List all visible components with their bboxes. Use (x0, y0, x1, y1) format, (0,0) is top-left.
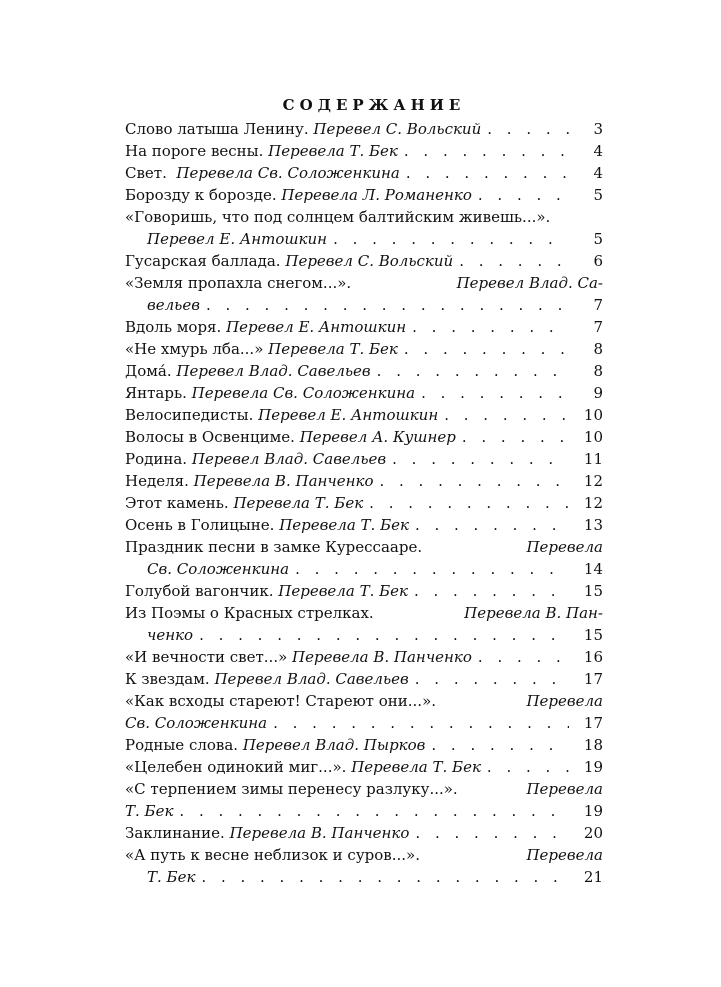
dot-leader (363, 492, 569, 514)
entry-title: «Целебен одинокий миг...». (125, 758, 347, 776)
dot-leader (481, 756, 569, 778)
toc-entry (125, 492, 603, 514)
entry-translator: Перевел А. Кушнер (299, 428, 456, 446)
entry-title: Дома́. (125, 362, 172, 380)
entry-title: Неделя. (125, 472, 189, 490)
dot-leader (398, 140, 569, 162)
dot-leader (409, 514, 569, 536)
entry-title: Янтарь. (125, 384, 187, 402)
entry-translator: Перевел Влад. Са- (456, 274, 603, 292)
page-number: 15 (583, 582, 603, 600)
entry-title: К звездам. (125, 670, 210, 688)
dot-leader (195, 866, 569, 888)
page-number: 6 (593, 252, 603, 270)
toc-entry (125, 668, 603, 690)
entry-translator: Перевел Влад. Савельев (214, 670, 409, 688)
toc-entry (125, 646, 603, 668)
toc-entry (125, 184, 603, 206)
page-number: 5 (593, 186, 603, 204)
entry-title: Велосипедисты. (125, 406, 254, 424)
toc-entry (125, 822, 603, 844)
entry-translator: Перевел Е. Антошкин (226, 318, 407, 336)
entry-title: Родные слова. (125, 736, 239, 754)
dot-leader (400, 162, 569, 184)
toc-entry (125, 206, 603, 228)
entry-translator-cont: Т. Бек (125, 802, 174, 820)
entry-title: Гусарская баллада. (125, 252, 281, 270)
entry-translator: Перевела (526, 780, 603, 798)
toc-entry (125, 448, 603, 470)
dot-leader (267, 712, 569, 734)
dot-leader (481, 118, 569, 140)
toc-entry-continuation (125, 712, 603, 734)
entry-translator: Перевела В. Панченко (193, 472, 374, 490)
dot-leader (200, 294, 569, 316)
dot-leader (438, 404, 569, 426)
entry-title: «А путь к весне неблизок и суров...». (125, 846, 420, 864)
dot-leader (173, 800, 569, 822)
entry-translator: Перевела Т. Бек (268, 340, 398, 358)
dot-leader (408, 580, 569, 602)
entry-translator: Перевела Св. Соложенкина (176, 164, 400, 182)
entry-title: Волосы в Освенциме. (125, 428, 295, 446)
toc-entry (125, 250, 603, 272)
entry-title: Праздник песни в замке Курессааре. (125, 538, 423, 556)
toc-entry (125, 118, 603, 140)
entry-translator: Перевела (526, 846, 603, 864)
toc-entry (125, 756, 603, 778)
page-number: 8 (593, 340, 603, 358)
toc-entry (125, 426, 603, 448)
page-number: 10 (583, 406, 603, 424)
entry-title: «Как всходы стареют! Стареют они...». (125, 692, 437, 710)
entry-translator-cont: ченко (147, 626, 194, 644)
entry-translator: Перевел Влад. Пырков (242, 736, 426, 754)
entry-translator: Перевела В. Панченко (229, 824, 410, 842)
page-number: 14 (583, 560, 603, 578)
page-title: СОДЕРЖАНИЕ (282, 96, 466, 114)
page-number: 21 (583, 868, 603, 886)
entry-translator: Перевел Влад. Савельев (191, 450, 387, 468)
dot-leader (409, 668, 569, 690)
entry-title: Родина. (125, 450, 188, 468)
entry-translator: Перевел Влад. Савельев (176, 362, 371, 380)
entry-title: Борозду к борозде. (125, 186, 277, 204)
entry-title: Осень в Голицыне. (125, 516, 275, 534)
dot-leader (425, 734, 569, 756)
toc-entry (125, 536, 603, 558)
dot-leader (409, 822, 569, 844)
toc-entry (125, 778, 603, 800)
entry-translator-cont: Т. Бек (147, 868, 196, 886)
entry-translator: Перевела Т. Бек (279, 516, 409, 534)
dot-leader (193, 624, 569, 646)
dot-leader (398, 338, 569, 360)
page-number: 4 (593, 164, 603, 182)
toc-entry (125, 360, 603, 382)
toc-entry-continuation (125, 228, 603, 250)
toc-entry (125, 734, 603, 756)
toc-entry (125, 514, 603, 536)
entry-title: Из Поэмы о Красных стрелках. (125, 604, 374, 622)
page-number: 7 (593, 318, 603, 336)
page-number: 17 (583, 714, 603, 732)
dot-leader (327, 228, 569, 250)
entry-title: «Не хмурь лба...» (125, 340, 264, 358)
dot-leader (289, 558, 569, 580)
entry-title: Вдоль моря. (125, 318, 222, 336)
entry-translator: Перевел С. Вольский (285, 252, 454, 270)
page-number: 12 (583, 472, 603, 490)
entry-translator: Перевела В. Пан- (464, 604, 603, 622)
page-number: 16 (583, 648, 603, 666)
entry-translator: Перевела (526, 538, 603, 556)
toc-entry-continuation (125, 624, 603, 646)
toc-entry-continuation (125, 866, 603, 888)
entry-translator: Перевела Св. Соложенкина (191, 384, 416, 402)
entry-translator: Перевела Л. Романенко (281, 186, 472, 204)
entry-translator: Перевела В. Панченко (292, 648, 472, 666)
toc-entry-continuation (125, 294, 603, 316)
entry-translator: Перевела Т. Бек (351, 758, 481, 776)
entry-title: Этот камень. (125, 494, 229, 512)
page-number: 20 (583, 824, 603, 842)
page-number: 19 (583, 758, 603, 776)
entry-title: Свет. (125, 164, 167, 182)
page-number: 8 (593, 362, 603, 380)
page-number: 4 (593, 142, 603, 160)
dot-leader (472, 646, 569, 668)
page-number: 3 (593, 120, 603, 138)
toc-entry (125, 382, 603, 404)
dot-leader (406, 316, 569, 338)
toc-entry (125, 690, 603, 712)
toc-entry (125, 470, 603, 492)
entry-title: На пороге весны. (125, 142, 264, 160)
entry-title: Заклинание. (125, 824, 225, 842)
toc-entry (125, 602, 603, 624)
entry-title: «И вечности свет...» (125, 648, 288, 666)
page-number: 17 (583, 670, 603, 688)
entry-translator: Перевел С. Вольский (313, 120, 482, 138)
entry-translator-cont: Св. Соложенкина (147, 560, 290, 578)
toc-entry-continuation (125, 800, 603, 822)
entry-translator-cont: Св. Соложенкина (125, 714, 268, 732)
entry-translator: Перевел Е. Антошкин (258, 406, 439, 424)
toc-entry-continuation (125, 558, 603, 580)
page-number: 10 (583, 428, 603, 446)
entry-title: «Говоришь, что под солнцем балтийским живешь...». (125, 208, 551, 226)
page-number: 9 (593, 384, 603, 402)
entry-translator: Перевела Т. Бек (268, 142, 398, 160)
dot-leader (472, 184, 569, 206)
entry-translator: Перевела Т. Бек (278, 582, 408, 600)
entry-title: «Земля пропахла снегом...». (125, 274, 352, 292)
entry-translator: Перевела Т. Бек (233, 494, 364, 512)
page-number: 7 (593, 296, 603, 314)
toc-entry (125, 844, 603, 866)
dot-leader (456, 426, 569, 448)
toc-entry (125, 338, 603, 360)
dot-leader (453, 250, 569, 272)
toc-entry (125, 272, 603, 294)
entry-title: Слово латыша Ленину. (125, 120, 309, 138)
page-number: 18 (583, 736, 603, 754)
dot-leader (415, 382, 569, 404)
toc-entry (125, 316, 603, 338)
toc-entry (125, 140, 603, 162)
page-number: 15 (583, 626, 603, 644)
page-number: 11 (583, 450, 603, 468)
toc-entry (125, 404, 603, 426)
entry-translator-cont: вельев (147, 296, 200, 314)
dot-leader (386, 448, 569, 470)
entry-translator: Перевел Е. Антошкин (147, 230, 328, 248)
entry-title: Голубой вагончик. (125, 582, 274, 600)
page-number: 19 (583, 802, 603, 820)
page-number: 13 (583, 516, 603, 534)
toc-entry (125, 162, 603, 184)
dot-leader (371, 360, 569, 382)
entry-title: «С терпением зимы перенесу разлуку...». (125, 780, 458, 798)
table-of-contents (125, 92, 603, 888)
page-number: 12 (583, 494, 603, 512)
page-number: 5 (593, 230, 603, 248)
toc-entry (125, 580, 603, 602)
dot-leader (373, 470, 569, 492)
entry-translator: Перевела (526, 692, 603, 710)
